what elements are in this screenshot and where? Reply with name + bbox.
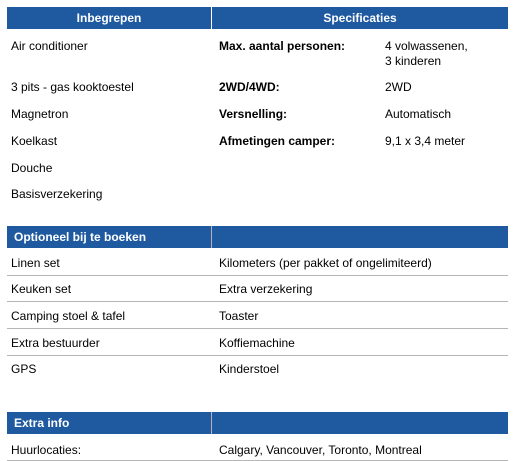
optional-item: Linen set bbox=[11, 256, 60, 270]
included-item: Basisverzekering bbox=[11, 187, 103, 201]
included-item: Air conditioner bbox=[11, 39, 88, 53]
optional-item: Keuken set bbox=[11, 282, 72, 296]
included-item: Douche bbox=[11, 161, 53, 175]
spec-value: 9,1 x 3,4 meter bbox=[385, 134, 466, 148]
spec-label: Afmetingen camper: bbox=[219, 134, 336, 148]
optional-item: Koffiemachine bbox=[219, 336, 295, 350]
spec-value: 2WD bbox=[385, 80, 412, 94]
included-item: Koelkast bbox=[11, 134, 58, 148]
optional-item: Toaster bbox=[219, 309, 259, 323]
extra-info-label: Huurlocaties: bbox=[11, 443, 82, 457]
column-divider bbox=[211, 226, 212, 248]
spec-value: Automatisch bbox=[385, 107, 452, 121]
header-extra-info: Extra info bbox=[7, 412, 508, 434]
spec-label: 2WD/4WD: bbox=[219, 80, 280, 94]
row-divider bbox=[7, 301, 508, 302]
header-specifications: Specificaties bbox=[212, 7, 508, 29]
included-item: Magnetron bbox=[11, 107, 69, 121]
header-optional: Optioneel bij te boeken bbox=[7, 226, 508, 248]
spec-label: Versnelling: bbox=[219, 107, 288, 121]
optional-item: GPS bbox=[11, 362, 37, 376]
spec-value: 4 volwassenen, bbox=[385, 39, 468, 53]
column-divider bbox=[211, 412, 212, 434]
spec-value: 3 kinderen bbox=[385, 54, 442, 68]
extra-info-value: Calgary, Vancouver, Toronto, Montreal bbox=[219, 443, 422, 457]
spec-label: Max. aantal personen: bbox=[219, 39, 346, 53]
optional-item: Camping stoel & tafel bbox=[11, 309, 126, 323]
header-included: Inbegrepen bbox=[7, 7, 211, 29]
optional-item: Extra bestuurder bbox=[11, 336, 100, 350]
row-divider bbox=[7, 328, 508, 329]
optional-item: Kilometers (per pakket of ongelimiteerd) bbox=[219, 256, 432, 270]
row-divider bbox=[7, 355, 508, 356]
row-divider bbox=[7, 275, 508, 276]
optional-item: Kinderstoel bbox=[219, 362, 280, 376]
optional-item: Extra verzekering bbox=[219, 282, 313, 296]
included-item: 3 pits - gas kooktoestel bbox=[11, 80, 134, 94]
